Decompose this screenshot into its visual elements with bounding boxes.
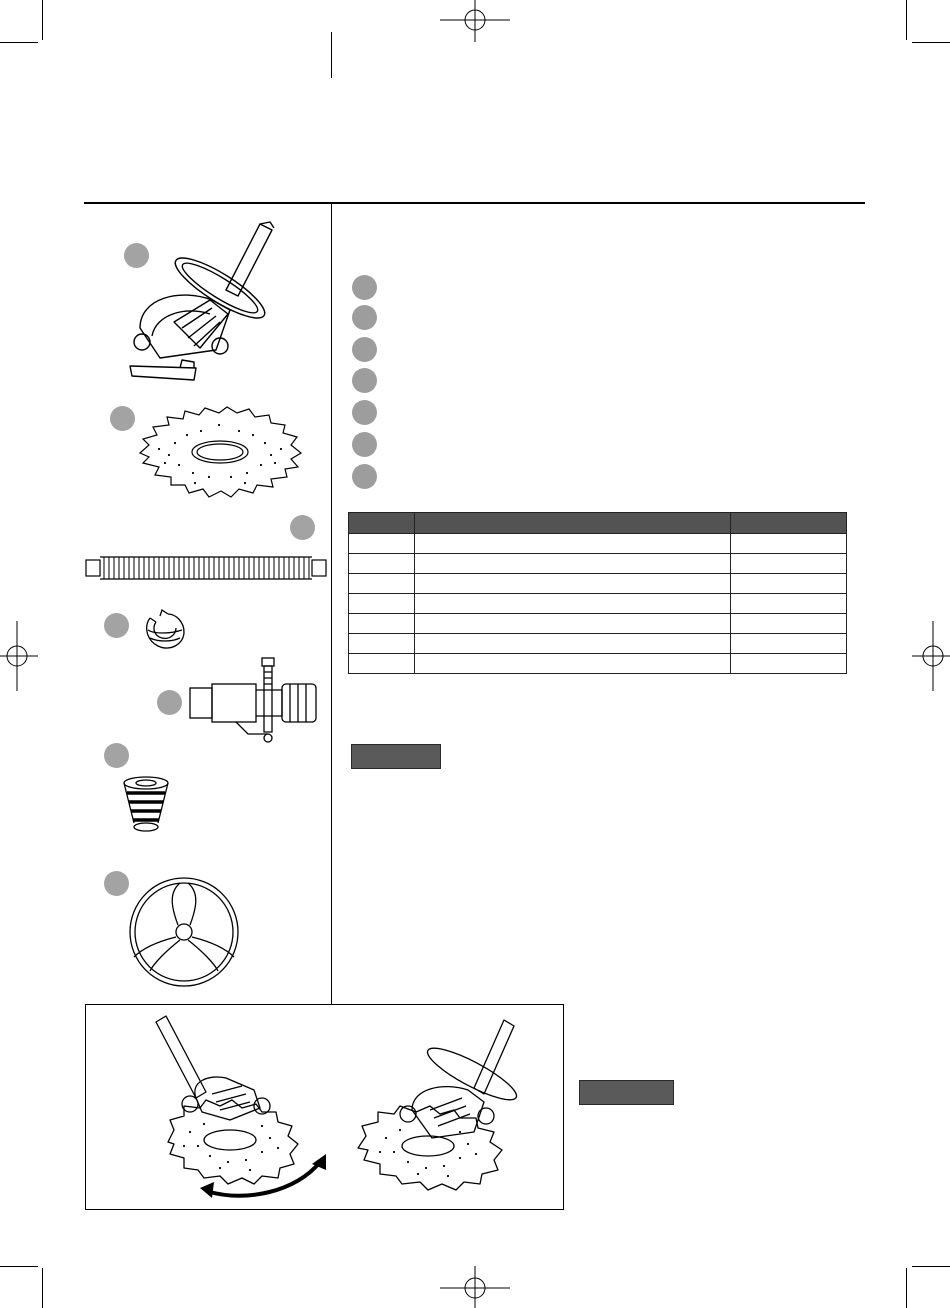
- table-cell: [349, 534, 415, 554]
- table-row: [349, 634, 847, 654]
- hose-section-icon: [84, 553, 328, 583]
- table-cell: [349, 554, 415, 574]
- valve-icon: [186, 652, 326, 747]
- registration-bottom-icon: [440, 1266, 510, 1308]
- table-cell: [731, 534, 847, 554]
- wheel-deflector-icon: [124, 875, 244, 990]
- table-row: [349, 594, 847, 614]
- table-cell: [731, 654, 847, 674]
- header-rule: [84, 202, 865, 204]
- cleaner-head-icon: [120, 218, 300, 393]
- cleaner-assembled-icon: [352, 1014, 552, 1204]
- table-cell: [349, 634, 415, 654]
- step-marker: [352, 368, 377, 393]
- table-cell: [415, 534, 731, 554]
- disc-icon: [135, 405, 305, 500]
- registration-right-icon: [912, 621, 950, 691]
- table-cell: [349, 614, 415, 634]
- column-header: [731, 513, 847, 534]
- parts-table: [348, 512, 847, 674]
- table-header-row: [349, 513, 847, 534]
- table-cell: [349, 574, 415, 594]
- column-divider: [331, 204, 332, 1004]
- table-cell: [415, 654, 731, 674]
- registration-left-icon: [0, 621, 38, 691]
- step-marker: [352, 305, 377, 330]
- part-marker: [104, 743, 129, 768]
- step-marker: [352, 275, 377, 300]
- note-label-box: [579, 1080, 674, 1105]
- table-cell: [415, 614, 731, 634]
- table-cell: [731, 634, 847, 654]
- column-header: [349, 513, 415, 534]
- table-cell: [415, 634, 731, 654]
- table-cell: [415, 554, 731, 574]
- table-cell: [415, 594, 731, 614]
- step-marker: [352, 432, 377, 457]
- table-row: [349, 554, 847, 574]
- step-marker: [352, 464, 377, 489]
- part-marker: [290, 515, 315, 540]
- table-cell: [731, 574, 847, 594]
- step-marker: [352, 400, 377, 425]
- rotate-arrow-icon: [196, 1148, 336, 1204]
- weight-icon: [140, 604, 190, 654]
- step-marker: [352, 337, 377, 362]
- registration-top-icon: [440, 0, 510, 42]
- table-cell: [731, 614, 847, 634]
- table-row: [349, 574, 847, 594]
- table-cell: [415, 574, 731, 594]
- part-marker: [157, 690, 182, 715]
- column-header: [415, 513, 731, 534]
- cone-adapter-icon: [118, 775, 174, 835]
- note-label-box: [351, 744, 441, 769]
- table-row: [349, 534, 847, 554]
- table-row: [349, 654, 847, 674]
- table-cell: [349, 654, 415, 674]
- table-cell: [731, 594, 847, 614]
- table-row: [349, 614, 847, 634]
- table-cell: [731, 554, 847, 574]
- table-cell: [349, 594, 415, 614]
- part-marker: [104, 613, 129, 638]
- part-marker: [110, 406, 135, 431]
